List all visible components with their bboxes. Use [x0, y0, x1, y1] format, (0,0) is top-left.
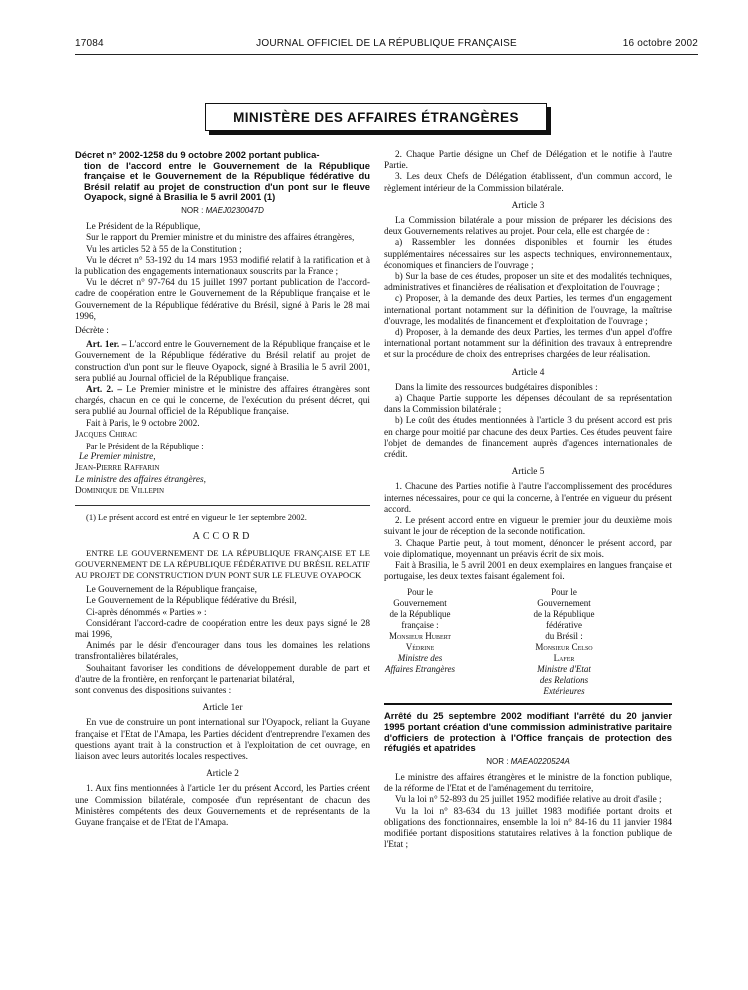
arrete-title: Arrêté du 25 septembre 2002 modifiant l'arrêté du 20 janvier 1995 portant création d'une commission administrative paritaire d'officiers de protection à l'Office français de protection des réfugiés et apatrides	[384, 710, 672, 754]
paragraph: 2. Le présent accord entre en vigueur le premier jour du deuxième mois suivant le jour de réception de la seconde notification.	[384, 516, 672, 538]
article-4-heading: Article 4	[511, 367, 545, 378]
nor-code: MAEA0220524A	[510, 756, 570, 766]
nor-label: NOR :	[181, 205, 204, 215]
paragraph: 2. Chaque Partie désigne un Chef de Délégation et le notifie à l'autre Partie.	[384, 150, 672, 172]
accord-caps-title: ENTRE LE GOUVERNEMENT DE LA RÉPUBLIQUE FRANÇAISE ET LE GOUVERNEMENT DE LA RÉPUBLIQUE FÉDÉRATIVE DU BRÉSIL RELATIF AU PROJET DE CONSTRUCTION D'UN PONT SUR LE FLEUVE OYAPOCK	[75, 548, 370, 580]
signature-president: Jacques Chirac	[75, 429, 137, 440]
list-item: d) Proposer, à la demande des deux Parties, les termes d'un appel d'offre international portant notamment sur la définition des travaux à entreprendre et sur la procédure de choix des entreprises chargées de leur réalisation.	[384, 328, 672, 361]
article-2-text: Le Premier ministre et le ministre des affaires étrangères sont chargés, chacun en ce qui le concerne, de l'exécution du présent décret, qui sera publié au Journal officiel de la République française.	[75, 385, 371, 418]
sig-line: Pour le Gouvernement	[393, 587, 447, 609]
footnote: (1) Le présent accord est entré en vigueur le 1er septembre 2002.	[86, 512, 307, 523]
paragraph: En vue de construire un pont international sur l'Oyapock, reliant la Guyane française et l'Etat de l'Amapa, les Parties décident d'entreprendre l'examen des questions ayant trait à la construction et à l'exploitation de cet ouvrage, en liaison avec leurs autorités locales respectives.	[75, 718, 370, 763]
signature-bresil	[528, 587, 672, 697]
paragraph: Considérant l'accord-cadre de coopération entre les deux pays signé le 28 mai 1996,	[75, 618, 370, 641]
right-column	[384, 150, 672, 851]
article-1-label: Art. 1er. –	[86, 340, 127, 351]
paragraph: 3. Chaque Partie peut, à tout moment, dénoncer le présent accord, par voie diplomatique, moyennant un préavis écrit de six mois.	[384, 538, 672, 560]
ministry-box: MINISTÈRE DES AFFAIRES ÉTRANGÈRES	[205, 103, 547, 131]
paragraph: Fait à Brasilia, le 5 avril 2001 en deux exemplaires en langues française et portugaise, les deux textes faisant également foi.	[384, 560, 672, 583]
section-separator	[384, 703, 672, 705]
page-number: 17084	[75, 38, 104, 49]
paragraph: Dans la limite des ressources budgétaires disponibles :	[395, 382, 598, 393]
premier-ministre-name: Jean-Pierre Raffarin	[75, 463, 160, 474]
list-item: b) Le coût des études mentionnées à l'article 3 du présent accord est pris en charge pour moitié par chacune des deux Parties. Ces études peuvent faire l'objet de demandes de financement auprès d'agences internationales de crédit.	[384, 416, 672, 461]
sig-line: Pour le Gouvernement	[537, 587, 591, 609]
paragraph: Ci-après dénommés « Parties » :	[86, 607, 207, 618]
paragraph: 3. Les deux Chefs de Délégation établissent, d'un commun accord, le règlement intérieur de la Commission bilatérale.	[384, 172, 672, 194]
paragraph: Le ministre des affaires étrangères et le ministre de la fonction publique, de la réforme de l'Etat et de l'aménagement du territoire,	[384, 772, 672, 795]
signature-france	[384, 587, 528, 697]
paragraph: Vu les articles 52 à 55 de la Constitution ;	[86, 244, 242, 255]
decret-nor	[75, 205, 370, 216]
paragraph: Le Gouvernement de la République française,	[86, 585, 257, 596]
article-2-label: Art. 2. –	[86, 385, 123, 396]
ministre-ae: Le ministre des affaires étrangères,	[75, 474, 206, 485]
sig-title: des Relations Extérieures	[539, 675, 589, 697]
sig-title: Ministre des Affaires Etrangères	[384, 653, 456, 675]
paragraph: Vu la loi n° 52-893 du 25 juillet 1952 modifiée relative au droit d'asile ;	[395, 795, 662, 806]
paragraph: La Commission bilatérale a pour mission de préparer les décisions des deux Gouvernements relatives au projet. Pour cela, elle est chargée de :	[384, 216, 672, 238]
paragraph: Vu le décret n° 53-192 du 14 mars 1953 modifié relatif à la ratification et à la publication des engagements internationaux souscrits par la France ;	[75, 255, 370, 277]
article-1	[75, 340, 370, 385]
sig-line: du Brésil :	[545, 631, 583, 642]
paragraph: Sur le rapport du Premier ministre et du ministre des affaires étrangères,	[86, 233, 355, 244]
decret-title-rest: tion de l'accord entre le Gouvernement de la République française et le Gouvernement de la République fédérative du Brésil relatif au projet de construction d'un pont sur le fleuve Oyapock, signé à Brasilia le 5 avril 2001 (1)	[84, 159, 370, 203]
issue-date: 16 octobre 2002	[622, 38, 698, 49]
article-2-heading: Article 2	[206, 769, 239, 780]
signatures	[384, 587, 672, 697]
sig-name: Monsieur Hubert Védrine	[388, 631, 452, 653]
list-item: c) Proposer, à la demande des deux Parties, les termes d'un engagement international portant notamment sur la définition de l'ouvrage, la maîtrise d'ouvrage, les modalités de financement et d'exploitation de l'ouvrage ;	[384, 294, 672, 327]
page-header	[75, 38, 698, 52]
paragraph: Vu le décret n° 97-764 du 15 juillet 1997 portant publication de l'accord-cadre de coopération entre le Gouvernement de la République française et le Gouvernement de la République fédérative du Brésil, signé à Paris le 28 mai 1996,	[75, 278, 370, 322]
accord-heading: ACCORD	[192, 531, 253, 543]
left-column	[75, 149, 371, 829]
article-5-heading: Article 5	[511, 467, 545, 478]
paragraph: Le Président de la République,	[86, 222, 201, 233]
sig-name: Monsieur Celso Lafer	[535, 642, 593, 664]
paragraph: Animés par le désir d'encourager dans tous les domaines les relations transfrontalières bilatérales,	[75, 641, 370, 663]
sig-title: Ministre d'Etat	[537, 664, 591, 675]
decrete: Décrète :	[75, 326, 109, 336]
paragraph: Le Gouvernement de la République fédérative du Brésil,	[86, 596, 297, 607]
article-1-text: L'accord entre le Gouvernement de la République française et le Gouvernement de la République fédérative du Brésil relatif au projet de construction d'un pont sur le fleuve Oyapock, signé à Brasilia le 5 avril 2001, sera publié au Journal officiel de la République française.	[75, 340, 370, 384]
decret-title-line1: Décret n° 2002-1258 du 9 octobre 2002 portant publica-	[75, 149, 320, 160]
footnote-rule	[75, 505, 370, 506]
list-item: a) Rassembler les données disponibles et fournir les études supplémentaires nécessaires sur les aspects techniques, environnementaux, économiques et financiers de l'ouvrage ;	[384, 238, 672, 271]
par-le-president: Par le Président de la République :	[86, 441, 204, 452]
article-1-heading: Article 1er	[202, 703, 243, 714]
list-item: a) Chaque Partie supporte les dépenses découlant de sa représentation dans la Commission bilatérale ;	[384, 394, 672, 416]
header-rule	[75, 54, 698, 55]
nor-label: NOR :	[486, 756, 509, 766]
sig-line: de la République française :	[389, 609, 451, 631]
paragraph: 1. Aux fins mentionnées à l'article 1er du présent Accord, les Parties créent une Commission bilatérale, composée d'un représentant de chacun des Ministères compétents des deux Gouvernements et de représentants de la Guyane française et de l'Etat de l'Amapa.	[75, 784, 370, 829]
paragraph: 1. Chacune des Parties notifie à l'autre l'accomplissement des procédures internes nécessaires, pour ce qui la concerne, à l'entrée en vigueur du présent accord.	[384, 482, 672, 515]
paragraph: sont convenus des dispositions suivantes :	[75, 686, 232, 697]
premier-ministre: Le Premier ministre,	[79, 452, 156, 463]
paragraph: Souhaitant favoriser les conditions de développement durable de part et d'autre de la frontière, en renforçant le partenariat bilatéral,	[75, 663, 370, 685]
arrete-nor	[384, 756, 672, 767]
journal-title: JOURNAL OFFICIEL DE LA RÉPUBLIQUE FRANÇAISE	[256, 38, 517, 49]
list-item: b) Sur la base de ces études, proposer un site et des modalités techniques, administratives et financières de réalisation et d'exploitation de l'ouvrage ;	[384, 272, 672, 294]
paragraph: Vu la loi n° 83-634 du 13 juillet 1983 modifiée portant droits et obligations des fonctionnaires, ensemble la loi n° 84-16 du 11 janvier 1984 modifiée portant dispositions statutaires relatives à la fonction publique de l'Etat ;	[384, 806, 672, 851]
article-2	[75, 385, 370, 419]
ministre-ae-name: Dominique de Villepin	[75, 485, 165, 496]
nor-code: MAEJ0230047D	[205, 205, 264, 215]
sig-line: de la République fédérative	[533, 609, 595, 631]
fait-paris: Fait à Paris, le 9 octobre 2002.	[86, 418, 200, 429]
article-3-heading: Article 3	[511, 200, 545, 211]
decret-title	[75, 150, 370, 203]
